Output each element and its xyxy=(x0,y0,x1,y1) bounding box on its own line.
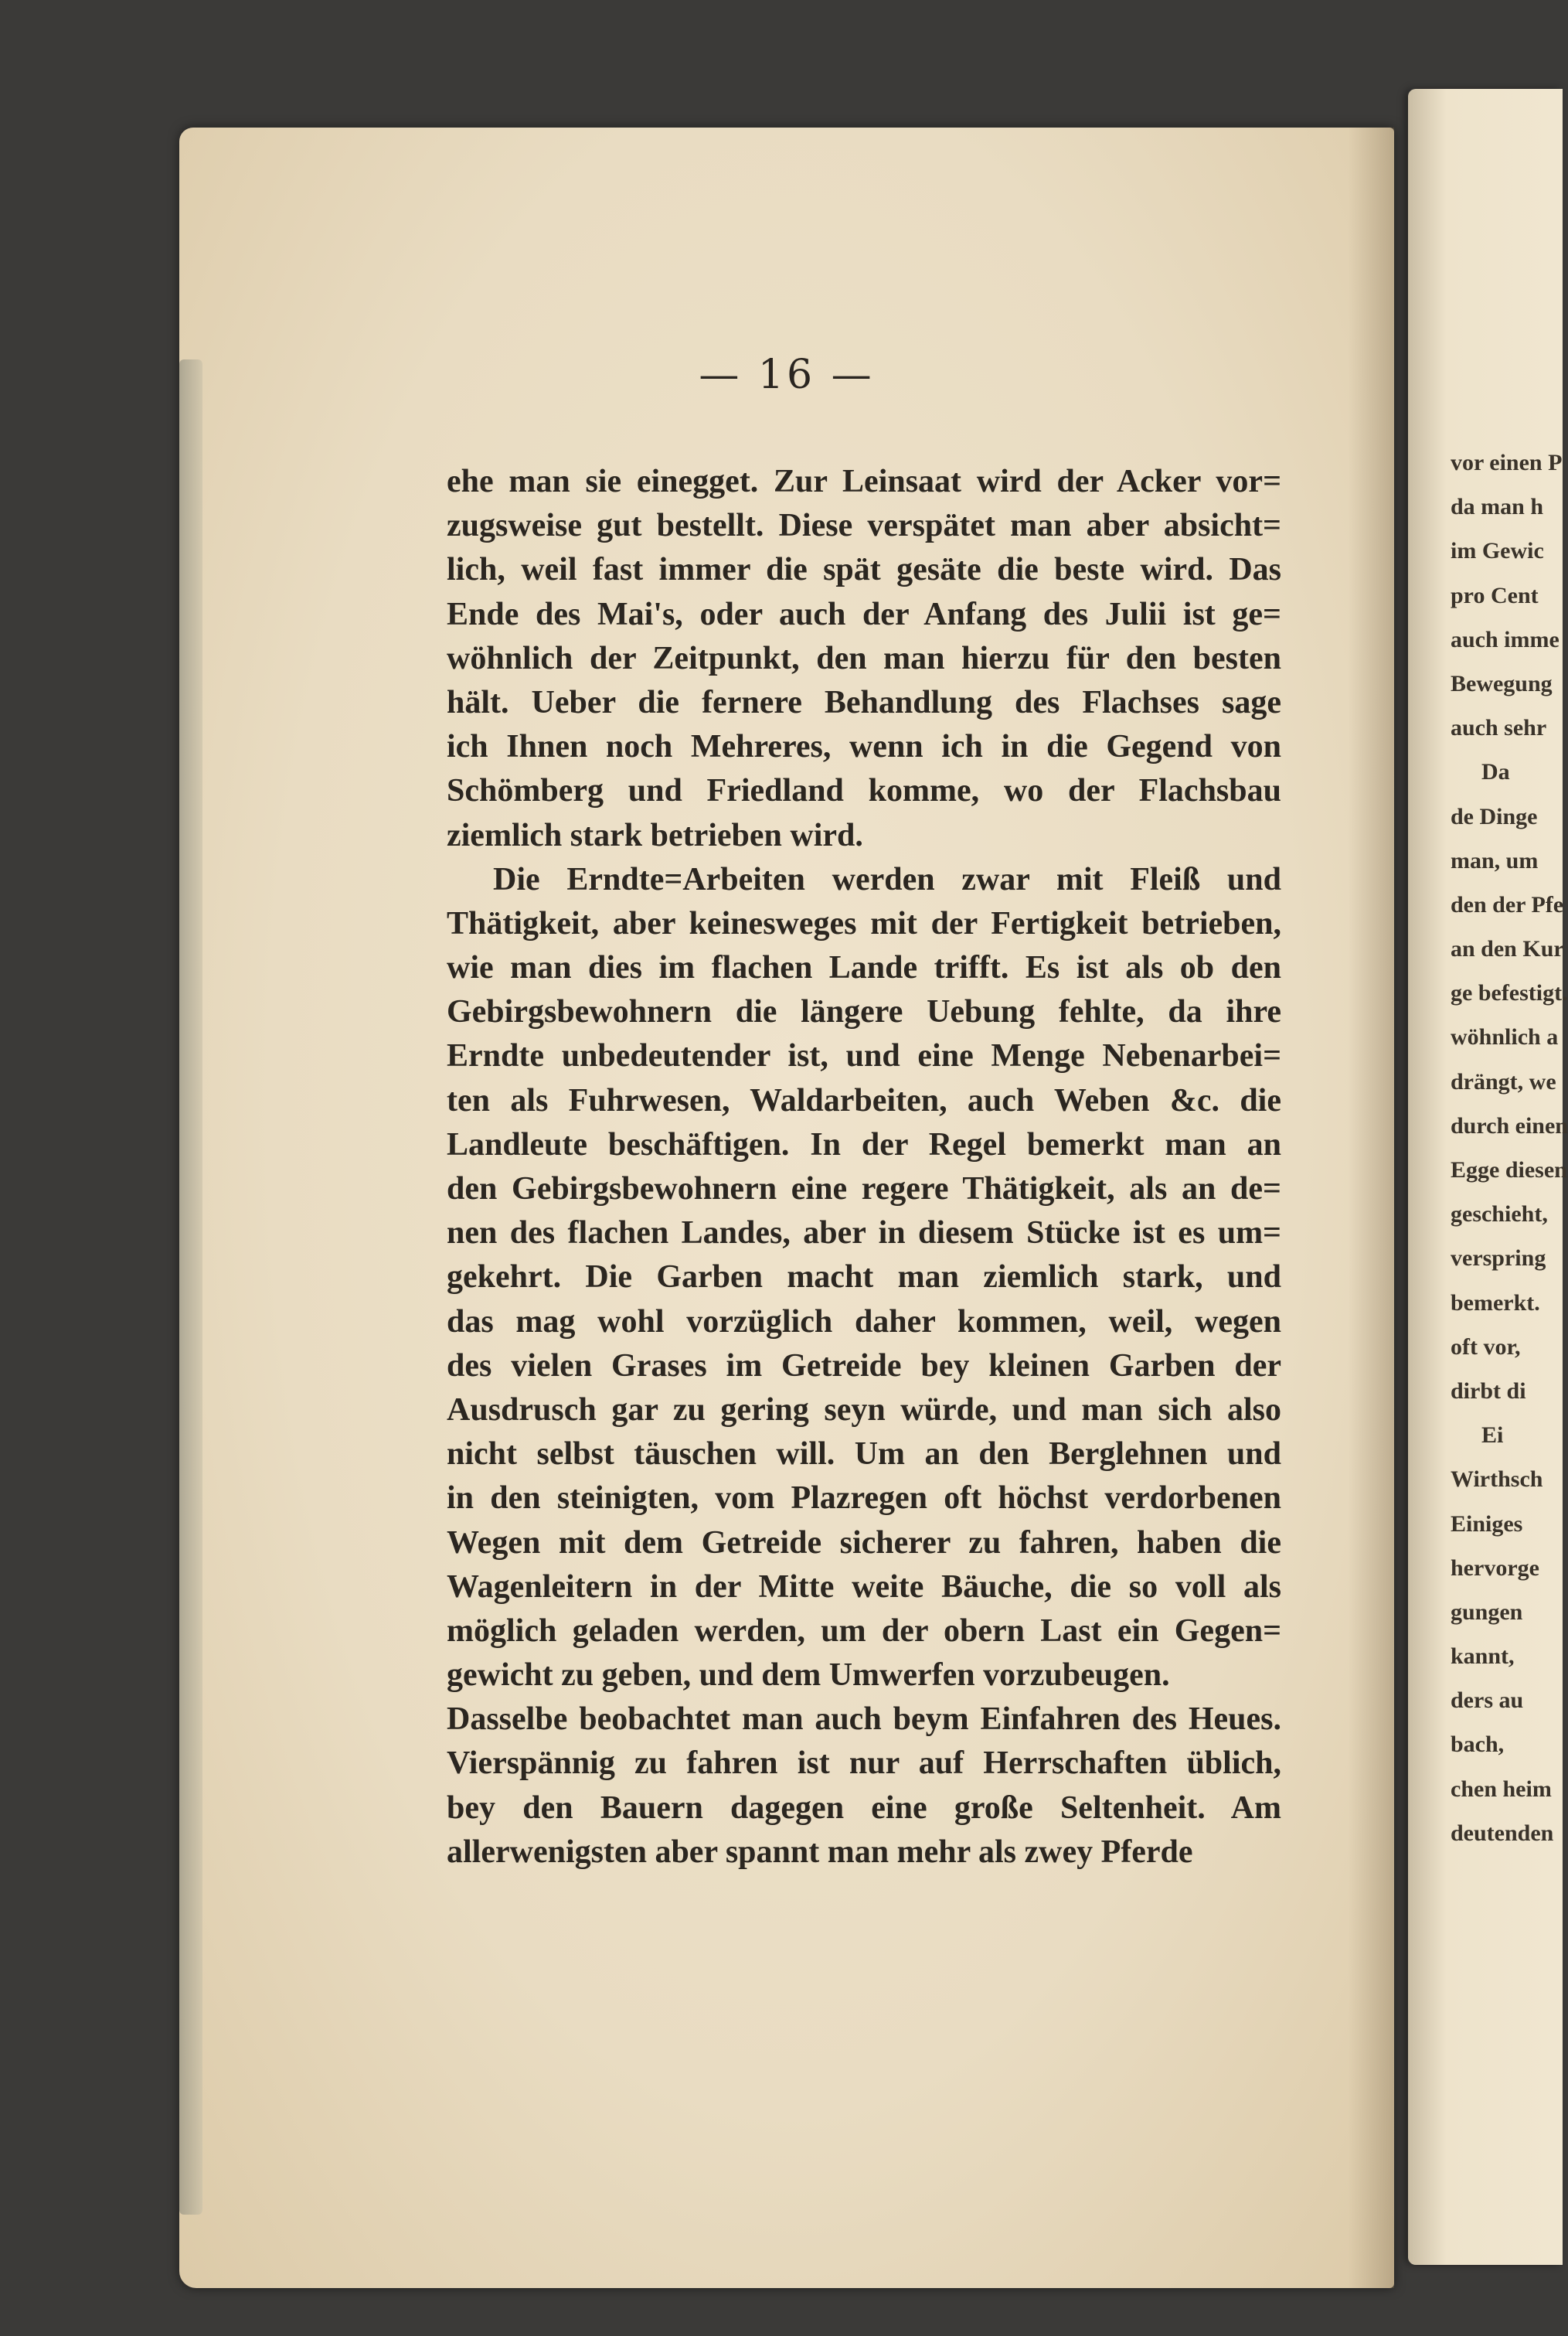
text-line: Thätigkeit, aber keinesweges mit der Fertigkeit betrieben, xyxy=(447,905,1281,942)
right-text-line: man, um xyxy=(1451,847,1539,873)
right-text-line: vor einen P xyxy=(1451,450,1563,475)
text-line: ehe man sie einegget. Zur Leinsaat wird der Acker vor= xyxy=(447,464,1281,499)
right-text-line: den der Pfe xyxy=(1451,891,1564,918)
text-line: zugsweise gut bestellt. Diese verspätet man aber absicht= xyxy=(447,508,1281,544)
right-text-line: verspring xyxy=(1451,1245,1546,1272)
right-text-line: bemerkt. xyxy=(1451,1289,1540,1316)
right-text-line: deutenden xyxy=(1451,1820,1554,1846)
right-text-line: de Dinge xyxy=(1451,803,1538,829)
right-text-line: bach, xyxy=(1451,1732,1505,1758)
text-line: gewicht zu geben, und dem Umwerfen vorzubeugen. xyxy=(447,1657,1170,1694)
text-line: hält. Ueber die fernere Behandlung des Flachses sage xyxy=(447,684,1281,720)
right-text-line: drängt, we xyxy=(1451,1068,1556,1095)
right-page-text-fragment xyxy=(1451,441,1568,1855)
text-line: nicht selbst täuschen will. Um an den Berglehnen und xyxy=(447,1436,1281,1473)
right-text-line: Egge diesen xyxy=(1451,1157,1567,1183)
text-line: Ende des Mai's, oder auch der Anfang des Julii ist ge= xyxy=(447,596,1281,632)
text-line: wöhnlich der Zeitpunkt, den man hierzu für den besten xyxy=(447,640,1281,676)
text-line: ten als Fuhrwesen, Waldarbeiten, auch Weben &c. die xyxy=(447,1082,1281,1119)
right-text-line: dirbt di xyxy=(1451,1377,1526,1404)
text-line: nen des flachen Landes, aber in diesem Stücke ist es um= xyxy=(447,1215,1281,1251)
right-text-line: ders au xyxy=(1451,1687,1524,1714)
text-line: wie man dies im flachen Lande trifft. Es ist als ob den xyxy=(447,950,1281,986)
right-text-line: Da xyxy=(1481,759,1510,785)
right-text-line: gungen xyxy=(1451,1599,1523,1625)
text-line: das mag wohl vorzüglich daher kommen, weil, wegen xyxy=(447,1303,1281,1340)
right-text-line: auch imme xyxy=(1451,626,1559,652)
left-book-page xyxy=(179,128,1394,2288)
right-text-line: oft vor, xyxy=(1451,1333,1521,1360)
right-text-line: Einiges xyxy=(1451,1510,1523,1537)
text-line: Dasselbe beobachtet man auch beym Einfahren des Heues. xyxy=(447,1701,1281,1738)
page-gutter-shadow xyxy=(1348,128,1394,2288)
text-line: lich, weil fast immer die spät gesäte die beste wird. Das xyxy=(447,552,1281,588)
right-text-line: Wirthsch xyxy=(1451,1466,1543,1493)
text-line: Die Erndte=Arbeiten werden zwar mit Fleiß und xyxy=(493,861,1281,897)
right-text-line: Bewegung xyxy=(1451,670,1553,696)
right-text-line: ge befestigt. xyxy=(1451,980,1568,1006)
text-line: ich Ihnen noch Mehreres, wenn ich in die Gegend von xyxy=(447,729,1281,765)
text-line: allerwenigsten aber spannt man mehr als zwey Pferde xyxy=(447,1834,1193,1870)
right-text-line: pro Cent xyxy=(1451,582,1539,608)
text-line: bey den Bauern dagegen eine große Seltenheit. Am xyxy=(447,1789,1281,1826)
text-line: gekehrt. Die Garben macht man ziemlich stark, und xyxy=(447,1259,1281,1296)
text-line: in den steinigten, vom Plazregen oft höchst verdorbenen xyxy=(447,1480,1281,1517)
right-text-line: chen heim xyxy=(1451,1776,1552,1802)
right-text-line: im Gewic xyxy=(1451,538,1544,564)
text-line: Landleute beschäftigen. In der Regel bemerkt man an xyxy=(447,1126,1281,1163)
text-line: des vielen Grases im Getreide bey kleinen Garben der xyxy=(447,1347,1281,1384)
text-line: Ausdrusch gar zu gering seyn würde, und man sich also xyxy=(447,1391,1281,1428)
text-line: den Gebirgsbewohnern eine regere Thätigkeit, als an de= xyxy=(447,1171,1281,1207)
right-text-line: Ei xyxy=(1481,1422,1504,1449)
right-book-page xyxy=(1408,89,1568,2265)
text-line: Wegen mit dem Getreide sicherer zu fahren, haben die xyxy=(447,1524,1281,1561)
text-line: Gebirgsbewohnern die längere Uebung fehlte, da ihre xyxy=(447,994,1281,1030)
text-line: ziemlich stark betrieben wird. xyxy=(447,817,863,853)
right-text-line: an den Kur xyxy=(1451,936,1564,962)
right-text-line: wöhnlich a xyxy=(1451,1024,1559,1051)
text-line: möglich geladen werden, um der obern Last ein Gegen= xyxy=(447,1612,1281,1649)
right-text-line: geschieht, xyxy=(1451,1201,1548,1228)
text-line: Schömberg und Friedland komme, wo der Flachsbau xyxy=(447,773,1281,809)
page-edge-wear xyxy=(179,359,202,2215)
right-text-line: hervorge xyxy=(1451,1554,1539,1581)
text-line: Erndte unbedeutender ist, und eine Menge Nebenarbei= xyxy=(447,1038,1281,1074)
right-text-line: durch einen xyxy=(1451,1112,1568,1139)
text-line: Wagenleitern in der Mitte weite Bäuche, die so voll als xyxy=(447,1568,1281,1605)
page-body-text xyxy=(447,460,1281,1875)
right-text-line: kannt, xyxy=(1451,1643,1515,1670)
right-text-line: da man h xyxy=(1451,494,1544,520)
page-number: — 16 — xyxy=(699,352,875,398)
right-text-line: auch sehr xyxy=(1451,715,1547,741)
text-line: Vierspännig zu fahren ist nur auf Herrschaften üblich, xyxy=(447,1745,1281,1782)
